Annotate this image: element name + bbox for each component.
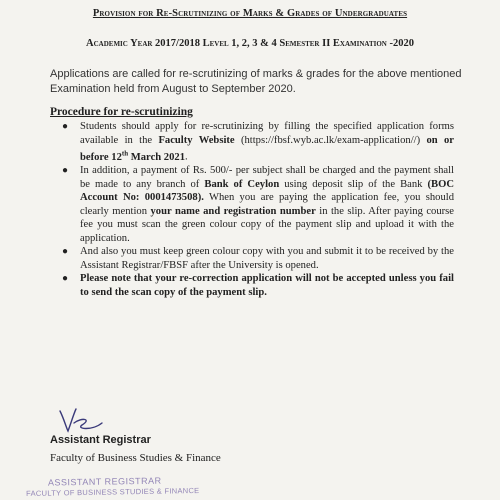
bank-name: Bank of Ceylon xyxy=(204,178,280,190)
list-item xyxy=(62,120,454,164)
bullet-icon: ● xyxy=(62,273,69,285)
bullet2-text-a: In addition, a payment of Rs. 500/- per subject shall be charged and the payment shall be made to any branch of xyxy=(80,165,454,190)
deadline-sup: th xyxy=(121,149,129,157)
bullet2-text-d: in the slip. After paying course fee you must scan the green colour copy of the payment slip and upload it with the application. xyxy=(80,205,454,244)
bullet-icon: ● xyxy=(62,121,69,132)
list-item xyxy=(62,245,454,272)
bullet1-end: . xyxy=(185,151,188,163)
bullet2-text-b: using deposit slip of the Bank xyxy=(279,178,428,190)
bullet2-text-c: When you are paying the application fee, you should clearly mention xyxy=(80,192,454,217)
faculty-website-label: Faculty Website xyxy=(158,134,235,146)
deadline-month: March 2021 xyxy=(128,151,185,163)
document-subtitle: Academic Year 2017/2018 Level 1, 2, 3 & 4 Semester II Examination -2020 xyxy=(86,38,414,49)
bullet1-text-a: Students should apply for re-scrutinizing by filling the specified application forms available in the xyxy=(80,121,454,146)
account-number: (BOC Account No: 0001473508). xyxy=(80,178,454,204)
bullet4-text: Please note that your re-correction application will not be accepted unless you fail to send the scan copy of the payment slip. xyxy=(80,273,454,298)
bullet1-url: (https://fbsf.wyb.ac.lk/exam-application//) xyxy=(234,134,427,146)
list-item xyxy=(62,272,454,299)
signer-title: Assistant Registrar xyxy=(50,434,151,446)
signer-faculty: Faculty of Business Studies & Finance xyxy=(50,452,221,464)
intro-paragraph: Applications are called for re-scrutinizing of marks & grades for the above mentioned Examination held from August to September 2020. xyxy=(50,68,462,95)
signature-icon xyxy=(52,405,112,435)
list-item xyxy=(62,164,454,245)
official-stamp xyxy=(26,474,256,498)
procedure-heading: Procedure for re-scrutinizing xyxy=(50,106,193,118)
stamp-line1: ASSISTANT REGISTRAR xyxy=(47,475,162,488)
bullet3-text: And also you must keep green colour copy with you and submit it to be received by the Assistant Registrar/FBSF after the University is opened. xyxy=(80,246,454,271)
bullet-icon: ● xyxy=(62,246,69,258)
bullet-icon: ● xyxy=(62,165,69,177)
name-registration-text: your name and registration number xyxy=(150,205,316,217)
document-title: Provision for Re-Scrutinizing of Marks & Grades of Undergraduates xyxy=(92,8,408,19)
stamp-line2: FACULTY OF BUSINESS STUDIES & FINANCE xyxy=(26,485,200,499)
procedure-list xyxy=(62,120,454,299)
deadline-text: on or before 12 xyxy=(80,134,454,163)
